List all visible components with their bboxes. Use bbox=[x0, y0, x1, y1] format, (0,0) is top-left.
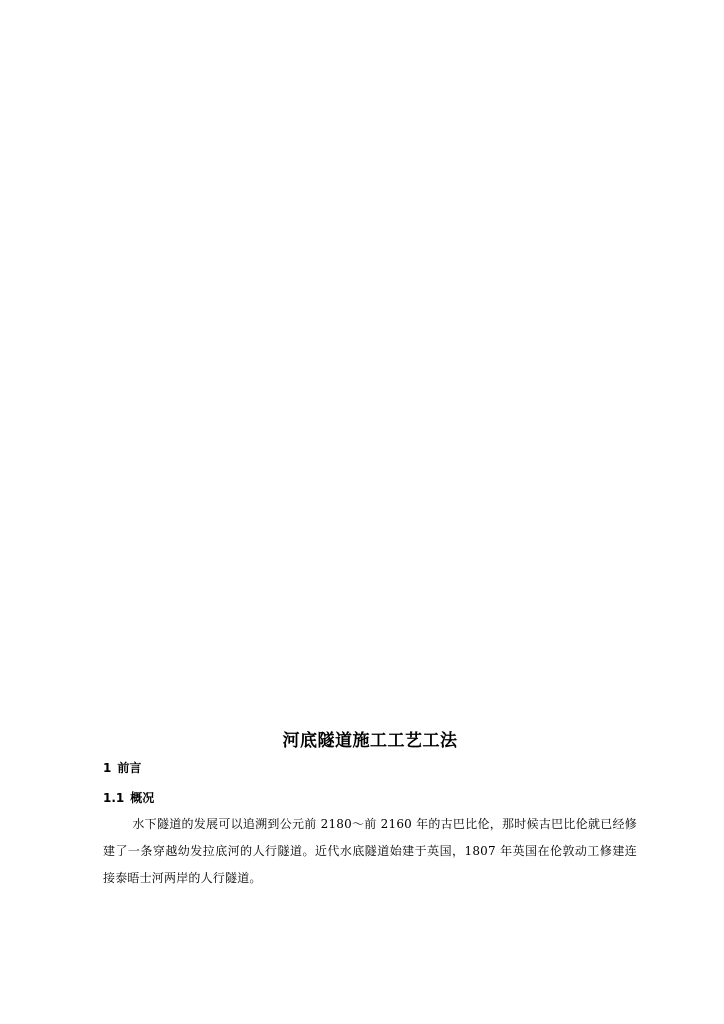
document-title: 河底隧道施工工艺工法 bbox=[282, 731, 458, 751]
section-heading-1 bbox=[103, 760, 637, 776]
section-title-1-1: 概况 bbox=[130, 791, 155, 805]
section-number-1-1: 1.1 bbox=[103, 791, 125, 805]
section-title-1: 前言 bbox=[117, 761, 142, 775]
document-body bbox=[103, 728, 637, 892]
body-paragraph: 水下隧道的发展可以追溯到公元前 2180～前 2160 年的古巴比伦，那时候古巴比伦就已经修建了一条穿越幼发拉底河的人行隧道。近代水底隧道始建于英国，1807 年英国在伦敦动工修建连接泰晤士河两岸的人行隧道。 bbox=[103, 817, 637, 885]
section-heading-1-1 bbox=[103, 790, 637, 806]
section-number-1: 1 bbox=[103, 761, 112, 775]
